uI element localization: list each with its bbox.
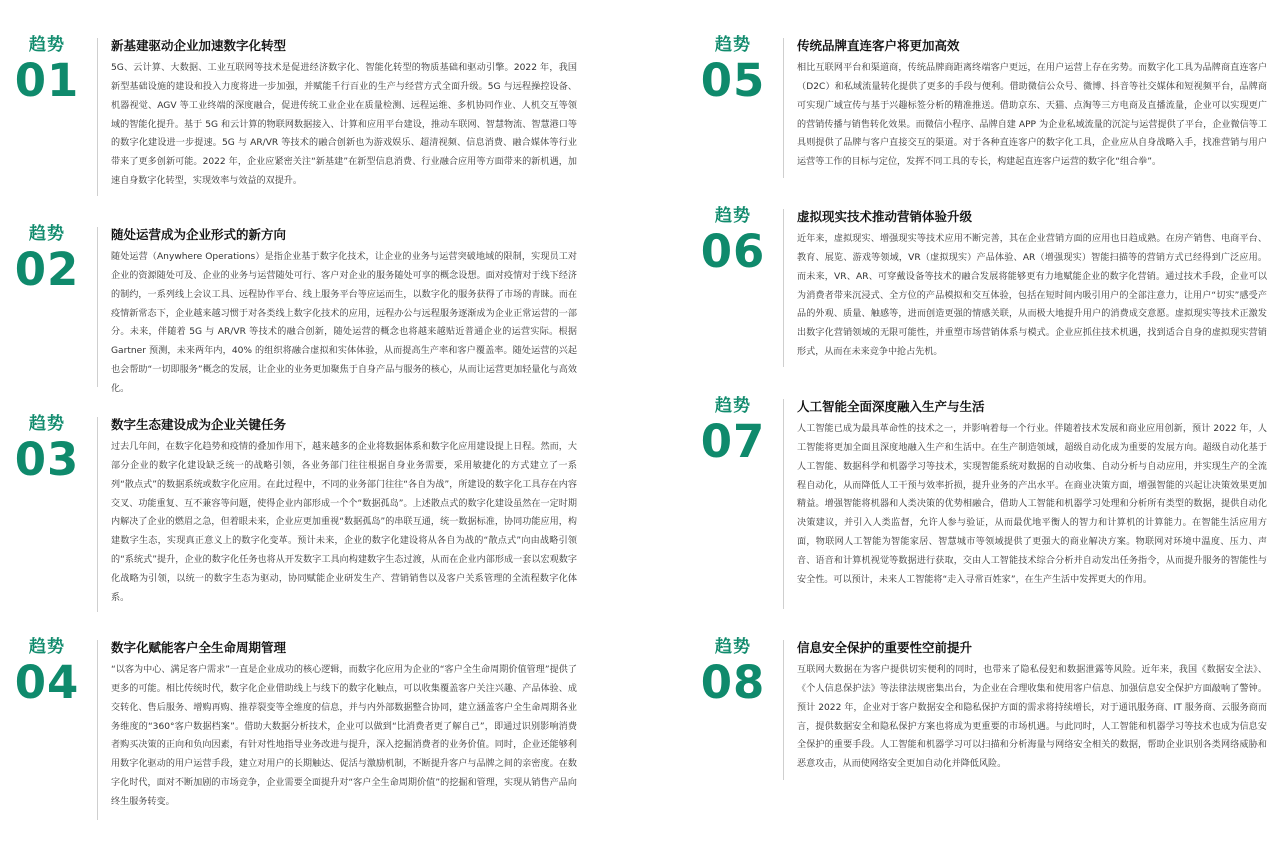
trend-04 xyxy=(0,638,640,838)
trend-title: 人工智能全面深度融入生产与生活 xyxy=(797,399,985,414)
trend-number: 07 xyxy=(700,415,766,468)
trend-number: 04 xyxy=(14,656,80,709)
trend-tag: 趋势 xyxy=(29,637,65,657)
trend-05 xyxy=(686,36,1280,236)
divider xyxy=(783,640,784,780)
trend-title: 信息安全保护的重要性空前提升 xyxy=(797,640,973,655)
trend-07 xyxy=(686,397,1280,597)
trend-number: 01 xyxy=(14,54,80,107)
trend-title: 随处运营成为企业形式的新方向 xyxy=(111,227,287,242)
trend-number: 02 xyxy=(14,243,80,296)
trend-number: 05 xyxy=(700,54,766,107)
divider xyxy=(97,640,98,820)
divider xyxy=(783,38,784,178)
trend-tag: 趋势 xyxy=(715,396,751,416)
trend-tag: 趋势 xyxy=(29,414,65,434)
trend-tag: 趋势 xyxy=(29,35,65,55)
divider xyxy=(97,227,98,387)
trend-body: 互联网大数据在为客户提供切实便利的同时，也带来了隐私侵犯和数据泄露等风险。近年来，我国《数据安全法》、《个人信息保护法》等法律法规密集出台，为企业在合理收集和使用客户信息、加强信息安全保护方面敲响了警钟。预计 2022 年，企业对于客户数据安全和隐私保护方面的需求将持续增长，对于通讯服务商、IT 服务商、云服务商而言，提供数据安全和隐私保护方案也将成为更重要的市场机遇。与此同时，人工智能和机器学习等技术也成为信息安全保护的重要手段。人工智能和机器学习可以扫描和分析海量与网络安全相关的数据，帮助企业识别各类网络威胁和恶意攻击，从而使网络安全更加自动化并降低风险。 xyxy=(797,665,1267,770)
trend-body: 5G、云计算、大数据、工业互联网等技术是促进经济数字化、智能化转型的物质基础和驱动引擎。2022 年，我国新型基础设施的建设和投入力度将进一步加强，并赋能千行百业的生产与经营方式全面升级。5G 与远程操控设备、机器视觉、AGV 等工业终端的深度融合，促进传统工业企业在质量检测、远程运维、多机协同作业、人机交互等领域的智能化提升。基于 5G 和云计算的物联网数据接入、计算和应用平台建设，推动车联网、智慧物流、智慧港口等的数字化建设进一步提速。5G 与 AR/VR 等技术的融合创新也为游戏娱乐、超清视频、信息消费、融合媒体等行业带来了更多创新可能。2022 年，企业应紧密关注“新基建”在新型信息消费、行业融合应用等方面带来的新机遇，加速自身数字化转型，实现效率与效益的双提升。 xyxy=(111,63,577,187)
trend-number: 08 xyxy=(700,656,766,709)
trend-tag: 趋势 xyxy=(715,637,751,657)
trend-body: 近年来，虚拟现实、增强现实等技术应用不断完善，其在企业营销方面的应用也日趋成熟。在房产销售、电商平台、教育、展览、游戏等领域，VR（虚拟现实）产品体验、AR（增强现实）智能扫描等的营销方式已经得到广泛应用。而未来，VR、AR、可穿戴设备等技术的融合发展将能够更有力地赋能企业的数字化营销。通过技术手段，企业可以为消费者带来沉浸式、全方位的产品模拟和交互体验，包括在短时间内吸引用户的全部注意力，让用户“切实”感受产品的外观、质量、触感等，进而创造更强的情感关联，从而极大地提升用户的消费成交意愿。虚拟现实等技术正激发出数字化营销领域的无限可能性，并重塑市场营销体系与模式。企业应抓住技术机遇，找到适合自身的虚拟现实营销形式，从而在未来竞争中抢占先机。 xyxy=(797,234,1267,358)
divider xyxy=(97,417,98,612)
trend-title: 新基建驱动企业加速数字化转型 xyxy=(111,38,287,53)
trend-tag: 趋势 xyxy=(715,206,751,226)
trend-body: 人工智能已成为最具革命性的技术之一，并影响着每一个行业。伴随着技术发展和商业应用创新，预计 2022 年，人工智能将更加全面且深度地融入生产和生活中。在生产制造领域，超级自动化成为重要的发展方向。超级自动化基于人工智能、数据科学和机器学习等技术，实现智能系统对数据的自动收集、自动分析与自动应用，并实现生产的全流程自动化，从而降低人工干预与效率折损，提升业务的产出水平。在商业决策方面，增强智能的兴起让决策效果更加精益。增强智能将机器和人类决策的优势相融合，借助人工智能和机器学习处理和分析所有类型的数据，提供自动化决策建议，并引入人类监督，允许人参与验证，从而最优地平衡人的智力和计算机的计算能力。在智能生活应用方面，物联网人工智能为智能家居、智慧城市等领域提供了更强大的商业解决方案。物联网对环境中温度、压力、声音、语音和计算机视觉等数据进行获取，交由人工智能技术综合分析并自动发出任务指令，从而提升服务的智能性与安全性。可以预计，未来人工智能将“走入寻常百姓家”，在生产生活中发挥更大的作用。 xyxy=(797,424,1267,585)
trend-02 xyxy=(0,225,640,425)
trend-06 xyxy=(686,207,1280,407)
trend-tag: 趋势 xyxy=(29,224,65,244)
trend-title: 虚拟现实技术推动营销体验升级 xyxy=(797,209,973,224)
trend-08 xyxy=(686,638,1280,838)
trend-03 xyxy=(0,415,640,615)
trend-body: 随处运营（Anywhere Operations）是指企业基于数字化技术，让企业的业务与运营突破地域的限制，实现员工对企业的资源随处可及、企业的业务与运营随处可行、客户对企业的服务随处可享的概念设想。面对疫情对于线下经济的制约，一系列线上会议工具、远程协作平台、线上服务平台等应运而生，以数字化的服务获得了市场的青睐。而在疫情新常态下，企业越来越习惯于对各类线上数字化技术的应用，远程办公与远程服务逐渐成为企业正常运营的一部分。未来，伴随着 5G 与 AR/VR 等技术的融合创新，随处运营的概念也将越来越贴近普通企业的运营实际。根据 Gartner 预测，未来两年内，40% 的组织将融合虚拟和实体体验，从而提高生产率和客户覆盖率。随处运营的兴起也会帮助“一切即服务”概念的发展，让企业的业务更加聚焦于自身产品与服务的核心，从而让运营更加轻量化与高效化。 xyxy=(111,252,577,394)
trend-body: “以客为中心、满足客户需求”一直是企业成功的核心逻辑，而数字化应用为企业的“客户全生命周期价值管理”提供了更多的可能。相比传统时代，数字化企业借助线上与线下的数字化触点，可以收集覆盖客户关注兴趣、产品体验、成交转化、售后服务、增购再购、推荐裂变等全维度的信息，并与内外部数据整合协同，建立涵盖客户全生命周期各业务维度的“360°客户数据档案”。借助大数据分析技术，企业可以做到“比消费者更了解自己”，即通过识别影响消费者购买决策的正向和负向因素，有针对性地指导业务改进与提升，深入挖掘消费者的业务价值。同时，企业还能够利用数字化驱动的用户运营手段，建立对用户的长期触达、促活与激励机制，不断提升客户与品牌之间的亲密度。在数字化时代，面对不断加剧的市场竞争，企业需要全面提升对“客户全生命周期价值”的挖掘和管理，实现从销售产品向终生服务转变。 xyxy=(111,665,577,807)
trend-body: 相比互联网平台和渠道商，传统品牌商距离终端客户更远，在用户运营上存在劣势。而数字化工具为品牌商直连客户（D2C）和私域流量转化提供了更多的手段与便利。借助微信公众号、微博、抖音等社交媒体和短视频平台，品牌商可实现广域宣传与基于兴趣标签分析的精准推送。借助京东、天猫、点淘等三方电商及直播流量，企业可以实现更广的营销传播与销售转化效果。而微信小程序、品牌自建 APP 为企业私域流量的沉淀与运营提供了平台，企业微信等工具则提供了品牌与客户直接交互的渠道。对于各种直连客户的数字化工具，企业应从自身战略入手，找准营销与用户运营等工作的目标与定位，发挥不同工具的专长，构建起直连客户运营的数字化“组合拳”。 xyxy=(797,63,1267,168)
divider xyxy=(97,38,98,196)
divider xyxy=(783,399,784,609)
trend-body: 过去几年间，在数字化趋势和疫情的叠加作用下，越来越多的企业将数据体系和数字化应用建设提上日程。然而，大部分企业的数字化建设缺乏统一的战略引领，各业务部门往往根据自身业务需要，采用敏捷化的方式建立了一系列“散点式”的数据系统或数字化应用。在此过程中，不同的业务部门往往“各自为战”，所建设的数字化工具存在内容交叉、功能重复、互不兼容等问题，使得企业内部形成一个个“数据孤岛”。上述散点式的数字化建设虽然在一定时期内解决了企业的燃眉之急，但着眼未来，企业应更加重视“数据孤岛”的串联互通，统一数据标准，协同功能应用，构建数字生态，实现真正意义上的数字化变革。预计未来，企业的数字化建设将从各自为战的“散点式”向由战略引领的“系统式”提升，企业的数字化任务也将从开发数字工具向构建数字生态过渡，从而在企业内部形成一套以宏观数字化战略为引领，以统一的数字生态为驱动，协同赋能企业研发生产、营销销售以及客户关系管理的全流程数字化体系。 xyxy=(111,442,577,603)
trend-title: 传统品牌直连客户将更加高效 xyxy=(797,38,960,53)
trend-title: 数字生态建设成为企业关键任务 xyxy=(111,417,287,432)
divider xyxy=(783,209,784,367)
trend-number: 06 xyxy=(700,225,766,278)
trend-title: 数字化赋能客户全生命周期管理 xyxy=(111,640,287,655)
trend-01 xyxy=(0,36,640,236)
trend-tag: 趋势 xyxy=(715,35,751,55)
trend-number: 03 xyxy=(14,433,80,486)
